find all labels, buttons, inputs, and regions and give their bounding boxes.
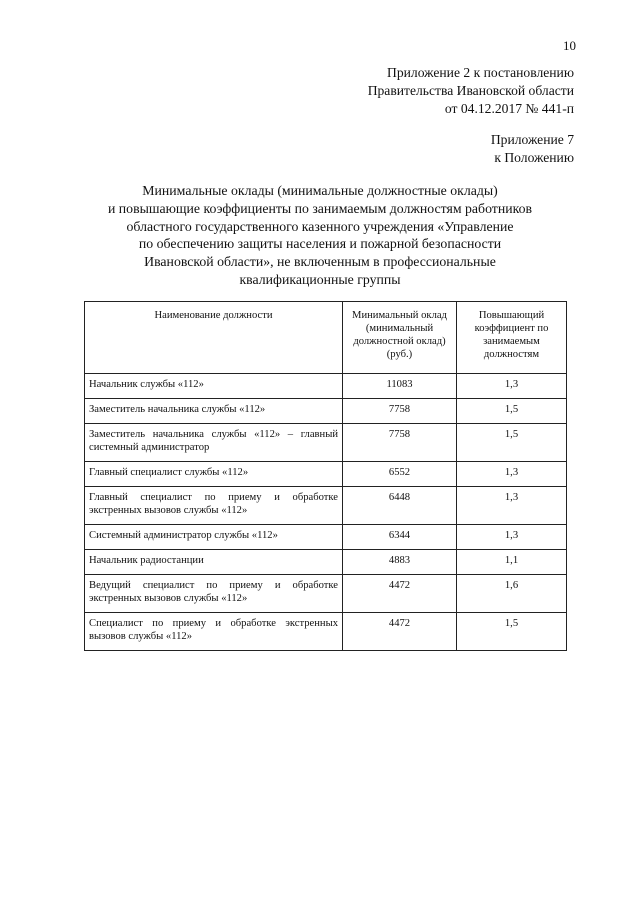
document-title <box>70 182 570 289</box>
appendix-2-line-2: Правительства Ивановской области <box>367 83 574 98</box>
cell-position: Начальник службы «112» <box>85 374 343 399</box>
title-line: по обеспечению защиты населения и пожарной безопасности <box>138 236 502 252</box>
table-row <box>85 374 567 399</box>
table-row <box>85 550 567 575</box>
cell-salary: 4883 <box>343 550 457 575</box>
cell-position: Главный специалист по приему и обработке экстренных вызовов службы «112» <box>85 487 343 525</box>
table-header-row <box>85 302 567 374</box>
appendix-7-line-1: Приложение 7 <box>490 132 574 147</box>
appendix-7-header <box>491 131 574 167</box>
cell-coefficient: 1,5 <box>457 613 567 651</box>
cell-salary: 4472 <box>343 575 457 613</box>
table-row <box>85 575 567 613</box>
cell-coefficient: 1,3 <box>457 462 567 487</box>
cell-position: Заместитель начальника службы «112» – главный системный администратор <box>85 424 343 462</box>
table-row <box>85 424 567 462</box>
table-row <box>85 399 567 424</box>
cell-position: Системный администратор службы «112» <box>85 525 343 550</box>
cell-salary: 7758 <box>343 424 457 462</box>
header-salary: Минимальный оклад (минимальный должностной оклад) (руб.) <box>343 302 457 374</box>
cell-coefficient: 1,3 <box>457 525 567 550</box>
cell-salary: 11083 <box>343 374 457 399</box>
cell-position: Специалист по приему и обработке экстренных вызовов службы «112» <box>85 613 343 651</box>
title-line: Минимальные оклады (минимальные должностные оклады) <box>142 183 498 198</box>
cell-salary: 6344 <box>343 525 457 550</box>
appendix-2-line-3: от 04.12.2017 № 441-п <box>444 101 574 116</box>
cell-salary: 6552 <box>343 462 457 487</box>
cell-coefficient: 1,5 <box>457 399 567 424</box>
table-row <box>85 613 567 651</box>
cell-salary: 7758 <box>343 399 457 424</box>
cell-position: Заместитель начальника службы «112» <box>85 399 343 424</box>
cell-position: Ведущий специалист по приему и обработке экстренных вызовов службы «112» <box>85 575 343 613</box>
title-line: и повышающие коэффициенты по занимаемым должностям работников <box>107 200 533 216</box>
header-coefficient: Повышающий коэффициент по занимаемым должностям <box>457 302 567 374</box>
cell-position: Начальник радиостанции <box>85 550 343 575</box>
cell-coefficient: 1,5 <box>457 424 567 462</box>
appendix-2-header <box>368 64 574 118</box>
cell-coefficient: 1,6 <box>457 575 567 613</box>
cell-coefficient: 1,3 <box>457 487 567 525</box>
table-row <box>85 487 567 525</box>
title-line: областного государственного казенного учреждения «Управление <box>126 218 514 234</box>
appendix-2-line-1: Приложение 2 к постановлению <box>387 65 574 80</box>
cell-coefficient: 1,3 <box>457 374 567 399</box>
cell-salary: 4472 <box>343 613 457 651</box>
header-position: Наименование должности <box>85 302 343 374</box>
table-row <box>85 462 567 487</box>
appendix-7-line-2: к Положению <box>494 150 574 165</box>
salary-table <box>84 301 567 651</box>
cell-salary: 6448 <box>343 487 457 525</box>
page-number: 10 <box>563 38 576 53</box>
table-row <box>85 525 567 550</box>
title-line: Ивановской области», не включенным в профессиональные <box>144 254 496 270</box>
title-line: квалификационные группы <box>239 271 401 287</box>
cell-position: Главный специалист службы «112» <box>85 462 343 487</box>
cell-coefficient: 1,1 <box>457 550 567 575</box>
